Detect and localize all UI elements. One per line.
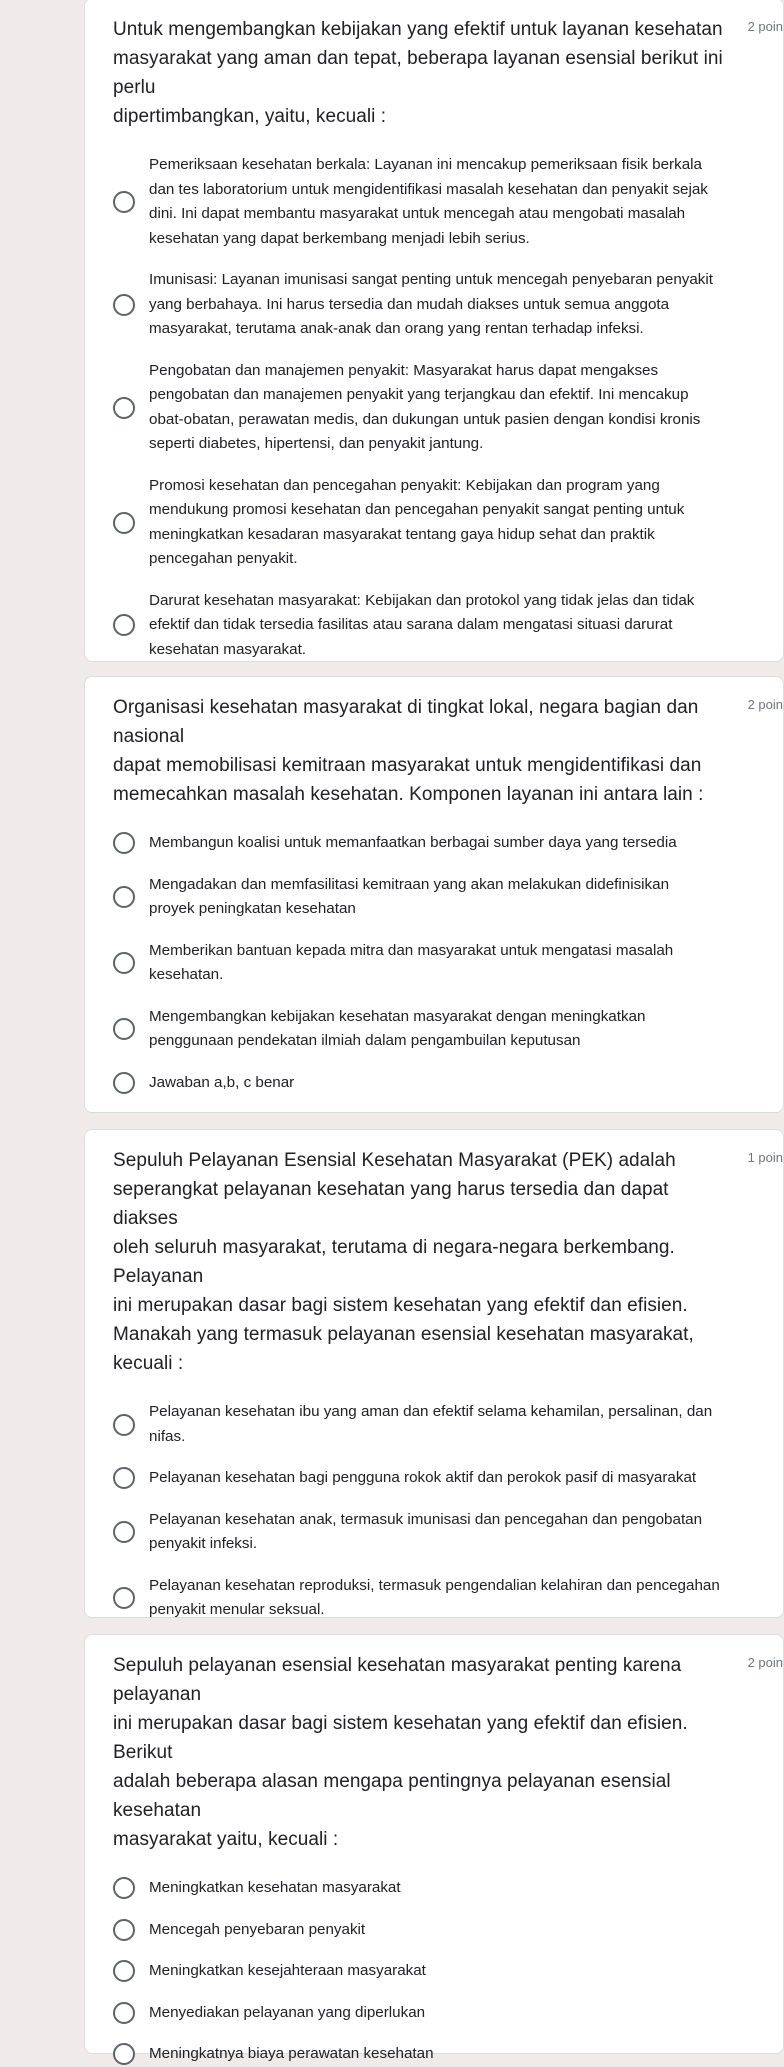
radio-button[interactable] xyxy=(113,1467,135,1489)
option-a[interactable] xyxy=(113,1400,783,1449)
option-e[interactable] xyxy=(113,1071,783,1096)
option-label: Meningkatnya biaya perawatan kesehatan xyxy=(149,2045,434,2062)
option-b[interactable] xyxy=(113,873,783,922)
question-card-3 xyxy=(84,1129,784,1618)
points-badge: 2 poin xyxy=(747,1655,783,1670)
points-badge: 2 poin xyxy=(747,697,783,712)
radio-button[interactable] xyxy=(113,1960,135,1982)
option-c[interactable] xyxy=(113,1959,783,1984)
option-label: Mengembangkan kebijakan kesehatan masyarakat dengan meningkatkan penggunaan pendekatan ilmiah dalam pengambuilan keputusan xyxy=(149,1007,646,1049)
radio-button[interactable] xyxy=(113,294,135,316)
question-card-1 xyxy=(84,0,784,662)
option-d[interactable] xyxy=(113,2001,783,2026)
points-badge: 2 poin xyxy=(747,19,783,34)
question-card-2 xyxy=(84,676,784,1113)
option-label: Mengadakan dan memfasilitasi kemitraan yang akan melakukan didefinisikan proyek peningkatan kesehatan xyxy=(149,875,670,917)
radio-button[interactable] xyxy=(113,1018,135,1040)
option-c[interactable] xyxy=(113,359,783,457)
option-b[interactable] xyxy=(113,1918,783,1943)
option-label: Pemeriksaan kesehatan berkala: Layanan ini mencakup pemeriksaan fisik berkala dan tes laboratorium untuk mengidentifikasi masalah kesehatan dan penyakit sejak dini. Ini dapat membantu masyarakat untuk mencegah atau mengobati masalah kesehatan yang dapat berkembang menjadi lebih serius. xyxy=(149,156,708,247)
radio-button[interactable] xyxy=(113,512,135,534)
option-label: Meningkatkan kesejahteraan masyarakat xyxy=(149,1962,426,1979)
option-e[interactable] xyxy=(113,589,783,663)
radio-button[interactable] xyxy=(113,397,135,419)
option-label: Pelayanan kesehatan reproduksi, termasuk pengendalian kelahiran dan pencegahan penyakit menular seksual. xyxy=(149,1576,720,1618)
radio-button[interactable] xyxy=(113,1521,135,1543)
option-b[interactable] xyxy=(113,268,783,342)
radio-button[interactable] xyxy=(113,614,135,636)
option-label: Imunisasi: Layanan imunisasi sangat penting untuk mencegah penyebaran penyakit yang berbahaya. Ini harus tersedia dan mudah diakses untuk semua anggota masyarakat, terutama anak-anak dan orang yang rentan terhadap infeksi. xyxy=(149,271,713,337)
option-c[interactable] xyxy=(113,939,783,988)
option-list xyxy=(113,1876,783,2067)
option-label: Darurat kesehatan masyarakat: Kebijakan dan protokol yang tidak jelas dan tidak efektif dan tidak tersedia fasilitas atau sarana dalam mengatasi situasi darurat kesehatan masyarakat. xyxy=(149,591,695,658)
option-label: Pelayanan kesehatan bagi pengguna rokok aktif dan perokok pasif di masyarakat xyxy=(149,1469,697,1486)
option-b[interactable] xyxy=(113,1466,783,1491)
radio-button[interactable] xyxy=(113,2043,135,2065)
option-label: Mencegah penyebaran penyakit xyxy=(149,1920,366,1938)
option-label: Pelayanan kesehatan anak, termasuk imunisasi dan pencegahan dan pengobatan penyakit infeksi. xyxy=(149,1510,703,1552)
radio-button[interactable] xyxy=(113,1587,135,1609)
option-list xyxy=(113,1400,783,1664)
radio-button[interactable] xyxy=(113,1414,135,1436)
question-title: Sepuluh Pelayanan Esensial Kesehatan Masyarakat (PEK) adalah seperangkat pelayanan kesehatan yang harus tersedia dan dapat diakses oleh seluruh masyarakat, terutama di negara-negara berkembang. Pelayanan ini merupakan dasar bagi sistem kesehatan yang efektif dan efisien. Manakah yang termasuk pelayanan esensial kesehatan masyarakat, kecuali : xyxy=(113,1150,694,1374)
radio-button[interactable] xyxy=(113,1877,135,1899)
option-label: Pengobatan dan manajemen penyakit: Masyarakat harus dapat mengakses pengobatan dan manajemen penyakit yang terjangkau dan efektif. Ini mencakup obat-obatan, perawatan medis, dan dukungan untuk pasien dengan kondisi kronis seperti diabetes, hipertensi, dan penyakit jantung. xyxy=(149,361,701,452)
option-c[interactable] xyxy=(113,1508,783,1557)
radio-button[interactable] xyxy=(113,952,135,974)
option-label: Promosi kesehatan dan pencegahan penyakit: Kebijakan dan program yang mendukung promosi kesehatan dan pencegahan penyakit sangat penting untuk meningkatkan kesadaran masyarakat tentang gaya hidup sehat dan praktik pencegahan penyakit. xyxy=(149,476,685,567)
question-title: Untuk mengembangkan kebijakan yang efektif untuk layanan kesehatan masyarakat yang aman dan tepat, beberapa layanan esensial berikut ini perlu dipertimbangkan, yaitu, kecuali : xyxy=(113,19,723,127)
question-title: Sepuluh pelayanan esensial kesehatan masyarakat penting karena pelayanan ini merupakan dasar bagi sistem kesehatan yang efektif dan efisien. Berikut adalah beberapa alasan mengapa pentingnya pelayanan esensial kesehatan masyarakat yaitu, kecuali : xyxy=(113,1655,688,1850)
option-d[interactable] xyxy=(113,1574,783,1623)
radio-button[interactable] xyxy=(113,832,135,854)
radio-button[interactable] xyxy=(113,886,135,908)
points-badge: 1 poin xyxy=(747,1150,783,1165)
option-e[interactable] xyxy=(113,2042,783,2067)
option-d[interactable] xyxy=(113,474,783,572)
option-label: Membangun koalisi untuk memanfaatkan berbagai sumber daya yang tersedia xyxy=(149,834,677,851)
radio-button[interactable] xyxy=(113,191,135,213)
radio-button[interactable] xyxy=(113,2002,135,2024)
question-title: Organisasi kesehatan masyarakat di tingkat lokal, negara bagian dan nasional dapat memobilisasi kemitraan masyarakat untuk mengidentifikasi dan memecahkan masalah kesehatan. Komponen layanan ini antara lain : xyxy=(113,697,704,805)
option-label: Memberikan bantuan kepada mitra dan masyarakat untuk mengatasi masalah kesehatan. xyxy=(149,941,674,983)
radio-button[interactable] xyxy=(113,1072,135,1094)
question-header xyxy=(113,1651,783,1854)
option-label: Jawaban a,b, c benar xyxy=(149,1073,295,1091)
option-label: Menyediakan pelayanan yang diperlukan xyxy=(149,2003,426,2021)
question-header xyxy=(113,693,783,809)
option-a[interactable] xyxy=(113,1876,783,1901)
radio-button[interactable] xyxy=(113,1919,135,1941)
question-header xyxy=(113,15,783,131)
option-list xyxy=(113,153,783,662)
option-a[interactable] xyxy=(113,831,783,856)
question-header xyxy=(113,1146,783,1378)
option-label: Pelayanan kesehatan ibu yang aman dan efektif selama kehamilan, persalinan, dan nifas. xyxy=(149,1403,713,1445)
option-d[interactable] xyxy=(113,1005,783,1054)
question-card-4 xyxy=(84,1634,784,2062)
option-list xyxy=(113,831,783,1095)
option-a[interactable] xyxy=(113,153,783,251)
option-label: Meningkatkan kesehatan masyarakat xyxy=(149,1879,401,1896)
